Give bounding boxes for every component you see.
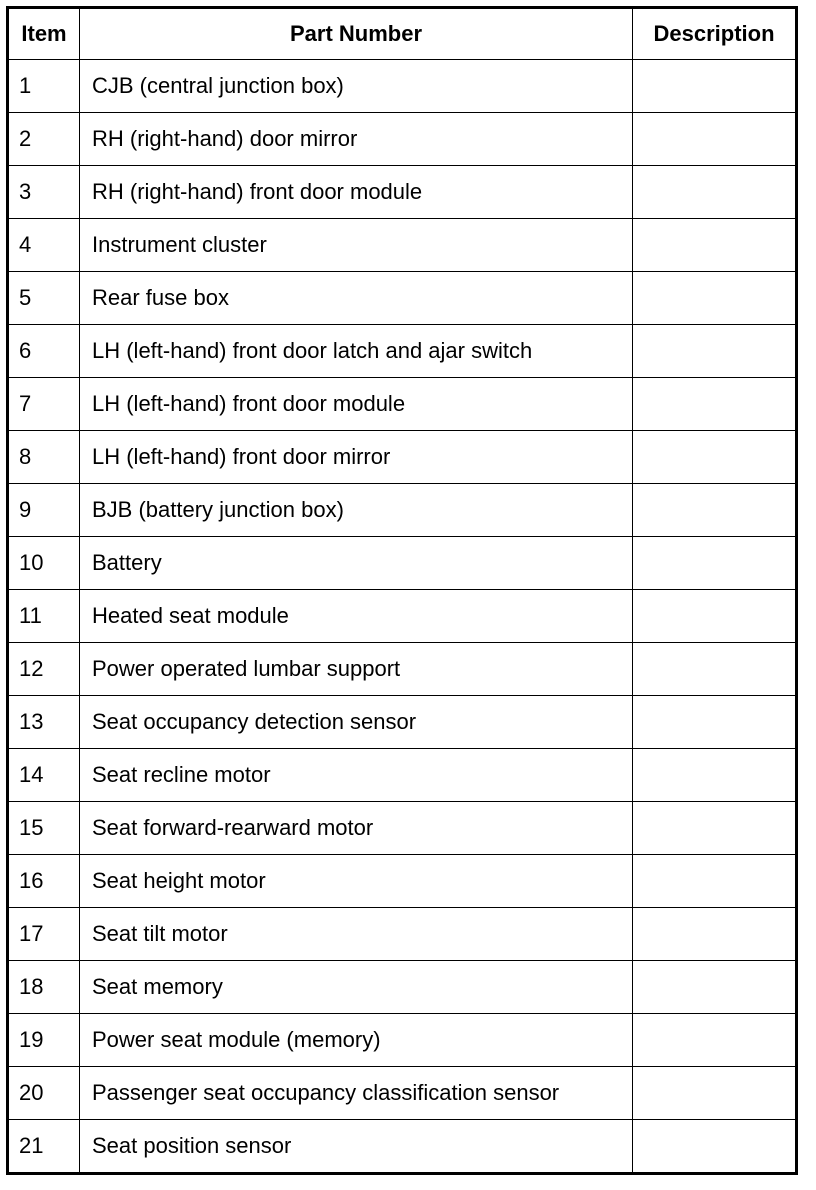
description-cell — [633, 378, 797, 431]
part-name-cell: LH (left-hand) front door module — [80, 378, 633, 431]
part-name-cell: Seat position sensor — [80, 1120, 633, 1174]
description-cell — [633, 431, 797, 484]
part-name-cell: Seat recline motor — [80, 749, 633, 802]
item-number-cell: 4 — [8, 219, 80, 272]
part-name-cell: LH (left-hand) front door latch and ajar switch — [80, 325, 633, 378]
part-name-cell: Power seat module (memory) — [80, 1014, 633, 1067]
table-row — [8, 802, 797, 855]
part-name-cell: RH (right-hand) door mirror — [80, 113, 633, 166]
item-number-cell: 15 — [8, 802, 80, 855]
description-cell — [633, 325, 797, 378]
table-row — [8, 378, 797, 431]
description-cell — [633, 643, 797, 696]
part-name-cell: CJB (central junction box) — [80, 60, 633, 113]
header-item: Item — [8, 8, 80, 60]
item-number-cell: 21 — [8, 1120, 80, 1174]
item-number-cell: 2 — [8, 113, 80, 166]
item-number-cell: 8 — [8, 431, 80, 484]
item-number-cell: 16 — [8, 855, 80, 908]
description-cell — [633, 908, 797, 961]
item-number-cell: 5 — [8, 272, 80, 325]
item-number-cell: 18 — [8, 961, 80, 1014]
item-number-cell: 17 — [8, 908, 80, 961]
table-row — [8, 325, 797, 378]
item-number-cell: 14 — [8, 749, 80, 802]
part-name-cell: Seat occupancy detection sensor — [80, 696, 633, 749]
description-cell — [633, 855, 797, 908]
parts-table — [6, 6, 798, 1175]
header-part-number: Part Number — [80, 8, 633, 60]
item-number-cell: 10 — [8, 537, 80, 590]
table-row — [8, 272, 797, 325]
part-name-cell: Power operated lumbar support — [80, 643, 633, 696]
item-number-cell: 13 — [8, 696, 80, 749]
part-name-cell: Passenger seat occupancy classification sensor — [80, 1067, 633, 1120]
description-cell — [633, 961, 797, 1014]
description-cell — [633, 802, 797, 855]
part-name-cell: Seat tilt motor — [80, 908, 633, 961]
description-cell — [633, 590, 797, 643]
parts-sheet — [6, 6, 795, 1175]
table-row — [8, 908, 797, 961]
table-row — [8, 1120, 797, 1174]
table-row — [8, 1067, 797, 1120]
part-name-cell: Seat forward-rearward motor — [80, 802, 633, 855]
item-number-cell: 20 — [8, 1067, 80, 1120]
part-name-cell: Battery — [80, 537, 633, 590]
table-row — [8, 855, 797, 908]
part-name-cell: Seat height motor — [80, 855, 633, 908]
item-number-cell: 1 — [8, 60, 80, 113]
item-number-cell: 3 — [8, 166, 80, 219]
item-number-cell: 6 — [8, 325, 80, 378]
part-name-cell: LH (left-hand) front door mirror — [80, 431, 633, 484]
description-cell — [633, 1067, 797, 1120]
table-row — [8, 961, 797, 1014]
header-description: Description — [633, 8, 797, 60]
part-name-cell: Seat memory — [80, 961, 633, 1014]
item-number-cell: 12 — [8, 643, 80, 696]
table-row — [8, 431, 797, 484]
part-name-cell: RH (right-hand) front door module — [80, 166, 633, 219]
table-row — [8, 113, 797, 166]
table-row — [8, 537, 797, 590]
description-cell — [633, 1014, 797, 1067]
item-number-cell: 9 — [8, 484, 80, 537]
table-row — [8, 590, 797, 643]
part-name-cell: BJB (battery junction box) — [80, 484, 633, 537]
part-name-cell: Heated seat module — [80, 590, 633, 643]
item-number-cell: 7 — [8, 378, 80, 431]
description-cell — [633, 219, 797, 272]
description-cell — [633, 1120, 797, 1174]
description-cell — [633, 113, 797, 166]
description-cell — [633, 749, 797, 802]
table-row — [8, 696, 797, 749]
table-row — [8, 749, 797, 802]
table-row — [8, 643, 797, 696]
part-name-cell: Instrument cluster — [80, 219, 633, 272]
part-name-cell: Rear fuse box — [80, 272, 633, 325]
table-row — [8, 484, 797, 537]
description-cell — [633, 537, 797, 590]
description-cell — [633, 166, 797, 219]
item-number-cell: 11 — [8, 590, 80, 643]
table-row — [8, 219, 797, 272]
description-cell — [633, 60, 797, 113]
table-row — [8, 1014, 797, 1067]
item-number-cell: 19 — [8, 1014, 80, 1067]
description-cell — [633, 696, 797, 749]
table-row — [8, 166, 797, 219]
description-cell — [633, 272, 797, 325]
description-cell — [633, 484, 797, 537]
table-row — [8, 60, 797, 113]
table-header-row — [8, 8, 797, 60]
